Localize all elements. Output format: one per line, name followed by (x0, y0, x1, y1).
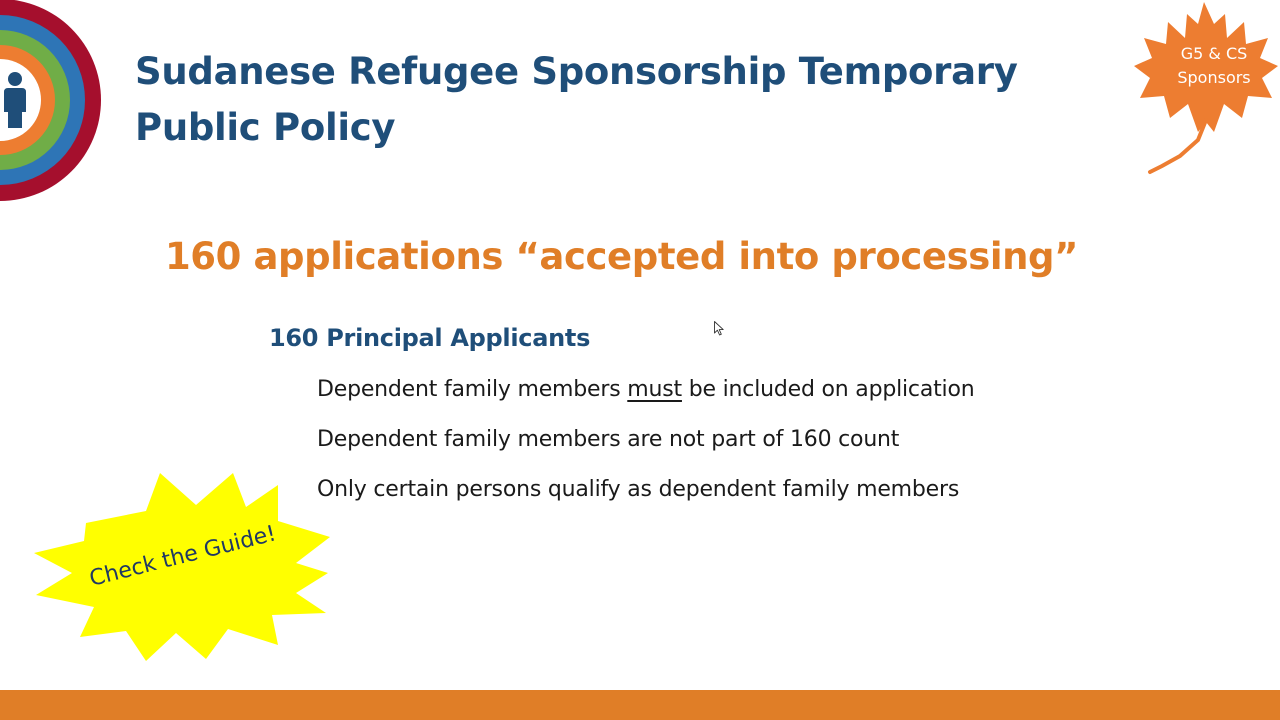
bullet-item (317, 370, 1117, 420)
person-circles-logo-icon (0, 0, 110, 205)
bullet-text-before: Dependent family members (317, 377, 628, 402)
sponsors-badge (1162, 42, 1266, 90)
section-heading: 160 Principal Applicants (269, 324, 591, 352)
slide-subtitle: 160 applications “accepted into processing” (164, 235, 1079, 278)
badge-line-1: G5 & CS (1180, 44, 1248, 63)
maple-leaf-icon (1128, 0, 1280, 180)
check-guide-callout: Check the Guide! (87, 521, 279, 592)
slide-title: Sudanese Refugee Sponsorship Temporary Public Policy (135, 50, 1018, 149)
badge-line-2: Sponsors (1177, 68, 1251, 87)
bullet-list (317, 370, 1117, 520)
bullet-item: Only certain persons qualify as dependent family members (317, 477, 960, 502)
footer-accent-bar (0, 690, 1280, 720)
bullet-item: Dependent family members are not part of 160 count (317, 427, 900, 452)
bullet-emphasis: must (627, 377, 682, 402)
bullet-text-after: be included on application (681, 377, 975, 402)
mouse-pointer-icon (714, 321, 724, 336)
